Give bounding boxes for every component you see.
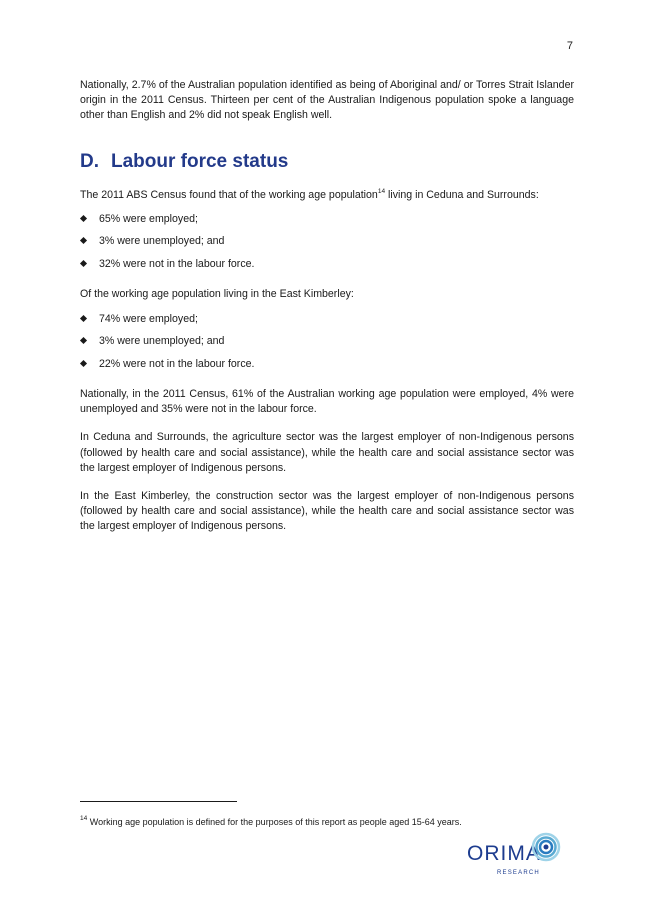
list-item-text: 74% were employed;	[99, 312, 198, 325]
logo-wordmark: ORIMA	[467, 842, 541, 865]
logo-rings-icon	[531, 832, 561, 862]
ceduna-lead-text-end: living in Ceduna and Surrounds:	[385, 188, 539, 201]
diamond-bullet-icon	[80, 359, 87, 366]
list-item	[80, 312, 574, 335]
page-content	[80, 78, 574, 548]
national-paragraph: Nationally, in the 2011 Census, 61% of the Australian working age population were employed, 4% were unemployed and 35% were not in the labour force.	[80, 388, 574, 416]
ceduna-bullet-list	[80, 212, 574, 280]
list-item-text: 22% were not in the labour force.	[99, 357, 255, 370]
logo-subtitle: RESEARCH	[497, 870, 540, 876]
footnote-number: 14	[80, 815, 88, 822]
list-item	[80, 257, 574, 280]
footnote-reference[interactable]: 14	[377, 187, 386, 195]
footnote-divider	[80, 801, 237, 802]
diamond-bullet-icon	[80, 337, 87, 344]
diamond-bullet-icon	[80, 260, 87, 267]
ceduna-lead	[80, 188, 574, 203]
orima-logo	[463, 830, 573, 885]
list-item	[80, 234, 574, 257]
ceduna-sector-paragraph: In Ceduna and Surrounds, the agriculture sector was the largest employer of non-Indigenous persons (followed by health care and social assistance), while the health care and social assistance sector was the largest employer of Indigenous persons.	[80, 431, 574, 474]
section-heading	[80, 150, 574, 174]
kimberley-sector-paragraph: In the East Kimberley, the construction sector was the largest employer of non-Indigenous persons (followed by health care and social assistance), while the health care and social assistance sector was the largest employer of Indigenous persons.	[80, 490, 574, 533]
page-number: 7	[566, 40, 573, 52]
kimberley-bullet-list	[80, 312, 574, 380]
list-item-text: 3% were unemployed; and	[99, 335, 225, 348]
section-title: Labour force status	[111, 150, 289, 172]
ceduna-lead-text: The 2011 ABS Census found that of the working age population	[80, 188, 378, 201]
diamond-bullet-icon	[80, 237, 87, 244]
list-item-text: 3% were unemployed; and	[99, 235, 225, 248]
section-letter: D.	[80, 150, 99, 172]
intro-paragraph: Nationally, 2.7% of the Australian population identified as being of Aboriginal and/ or Torres Strait Islander origin in the 2011 Census. Thirteen per cent of the Australian Indigenous population spoke a language other than English and 2% did not speak English well.	[80, 79, 574, 122]
footnote-text: Working age population is defined for the purposes of this report as people aged 15-64 years.	[87, 817, 462, 827]
kimberley-lead: Of the working age population living in the East Kimberley:	[80, 288, 354, 301]
list-item	[80, 212, 574, 235]
footnote	[80, 816, 574, 828]
list-item-text: 65% were employed;	[99, 212, 198, 225]
diamond-bullet-icon	[80, 314, 87, 321]
list-item-text: 32% were not in the labour force.	[99, 257, 255, 270]
diamond-bullet-icon	[80, 215, 87, 222]
list-item	[80, 357, 574, 380]
list-item	[80, 334, 574, 357]
